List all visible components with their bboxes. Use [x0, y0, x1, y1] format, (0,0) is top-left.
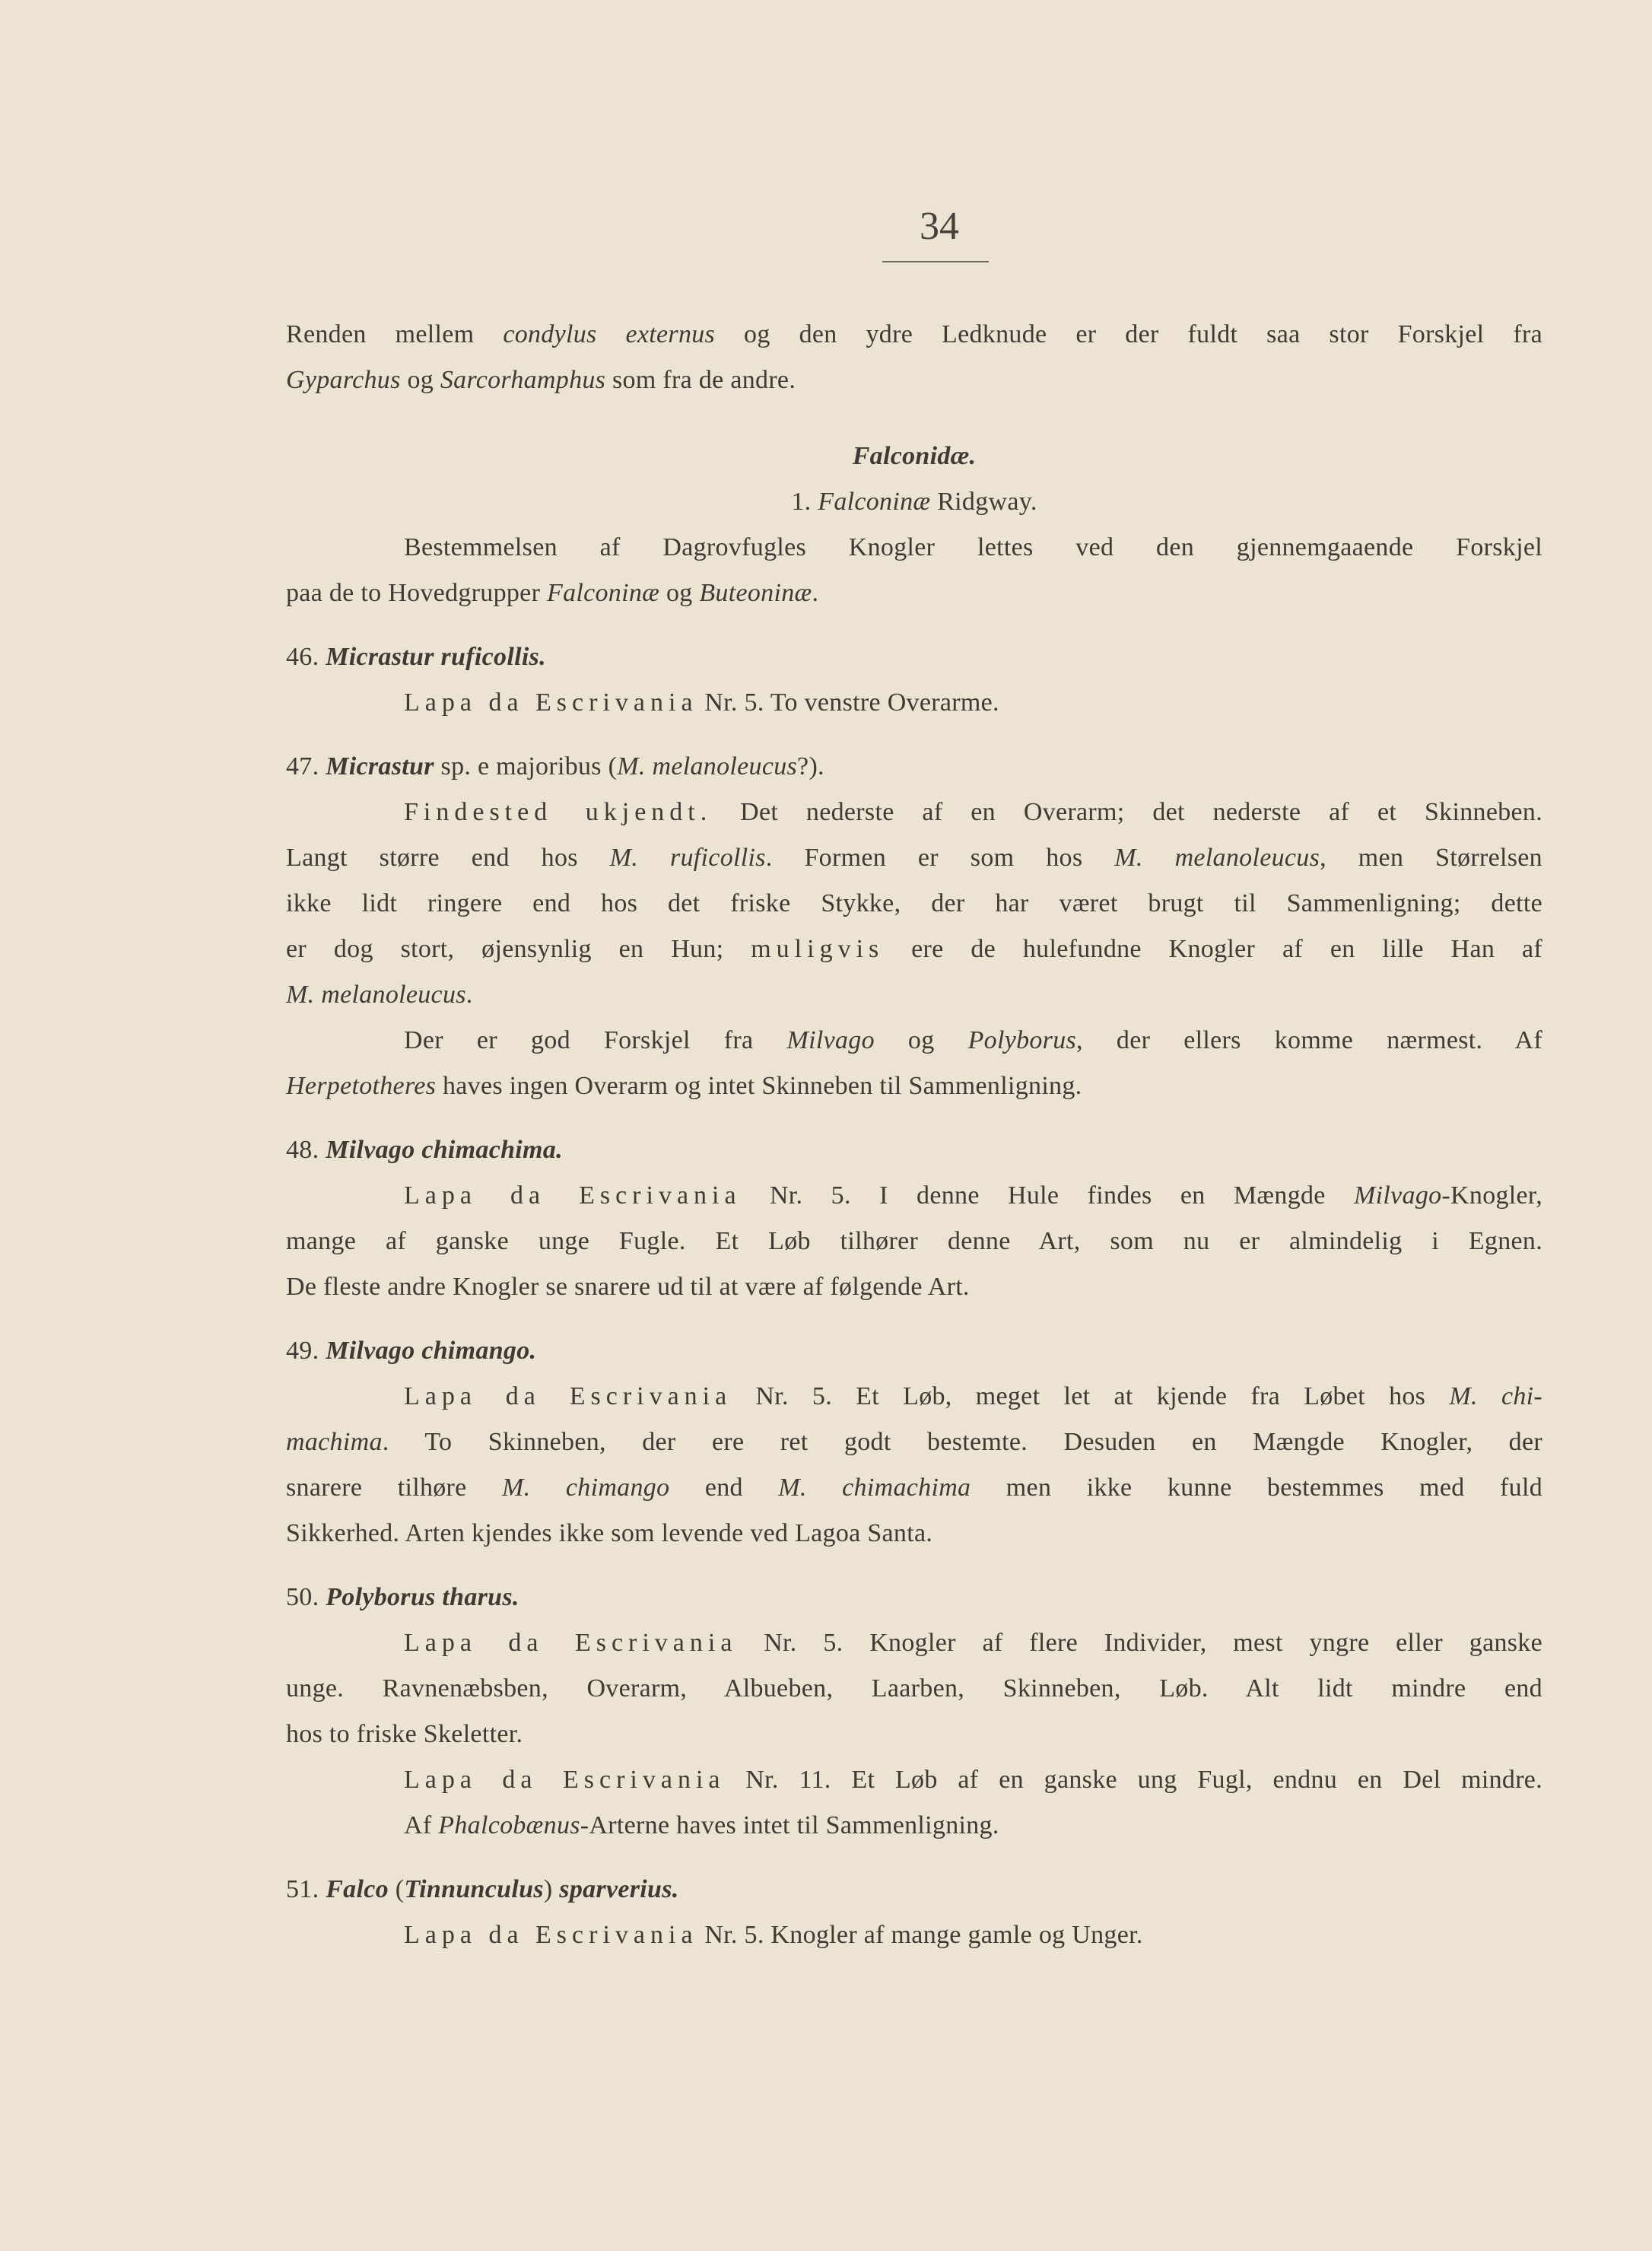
text-segment: 49.	[286, 1337, 326, 1365]
text-segment: Lapa da Escrivania	[404, 1382, 732, 1410]
text-segment: ?).	[797, 752, 824, 781]
text-segment: 46.	[286, 643, 326, 671]
text-segment: Buteoninæ	[699, 579, 812, 607]
text-segment: )	[543, 1875, 560, 1903]
text-segment: sp. e majoribus (	[434, 752, 618, 781]
text-segment: Nr. 5. Et Løb, meget let at kjende fra Løbet hos	[732, 1382, 1450, 1410]
text-line	[286, 1264, 1542, 1310]
text-line	[286, 1420, 1542, 1465]
text-segment: M. chimango	[502, 1474, 670, 1502]
text-line	[286, 312, 1542, 358]
locality-line	[286, 1912, 1542, 1958]
text-segment: , der ellers komme nærmest. Af	[1076, 1026, 1542, 1054]
text-segment: machima	[286, 1428, 383, 1456]
text-line	[286, 927, 1542, 972]
locality-line	[286, 680, 1542, 726]
text-segment: Falconinæ	[547, 579, 660, 607]
text-segment: . Formen er som hos	[765, 844, 1115, 872]
text-segment: Nr. 5. I denne Hule findes en Mængde	[741, 1181, 1355, 1210]
text-segment: Bestemmelsen af Dagrovfugles Knogler lettes ved den gjennemgaaende Forskjel	[404, 533, 1542, 561]
text-segment: og	[400, 366, 440, 394]
text-segment: paa de to Hovedgrupper	[286, 579, 547, 607]
text-segment: Gyparchus	[286, 366, 401, 394]
body-text	[286, 312, 1542, 1958]
text-line	[286, 525, 1542, 571]
text-segment: Falco	[326, 1875, 389, 1903]
text-segment: 1.	[791, 488, 818, 516]
text-segment: 47.	[286, 752, 326, 781]
text-segment: 51.	[286, 1875, 326, 1903]
text-segment: .	[812, 579, 819, 607]
text-segment: Polyborus	[967, 1026, 1077, 1054]
text-segment: mange af ganske unge Fugle. Et Løb tilhører denne Art, som nu er almindelig i Egnen.	[286, 1227, 1542, 1255]
text-segment: Milvago	[786, 1026, 875, 1054]
text-segment: haves ingen Overarm og intet Skinneben til Sammenligning.	[436, 1072, 1082, 1100]
text-segment: -Arterne haves intet til Sammenligning.	[580, 1811, 999, 1839]
text-segment: muligvis	[751, 935, 885, 963]
species-heading	[286, 1867, 1542, 1912]
subfamily-heading	[286, 479, 1542, 525]
text-line	[286, 571, 1542, 616]
text-line	[286, 972, 1542, 1018]
text-line	[286, 835, 1542, 881]
text-segment: Nr. 5. Knogler af mange gamle og Unger.	[697, 1921, 1143, 1949]
text-segment: Herpetotheres	[286, 1072, 437, 1100]
text-segment: Lapa da Escrivania	[404, 1629, 738, 1657]
text-segment: sparverius.	[559, 1875, 679, 1903]
text-segment: men ikke kunne bestemmes med fuld	[971, 1474, 1543, 1502]
text-segment: Tinnunculus	[404, 1875, 544, 1903]
text-segment: Lapa da Escrivania	[404, 1921, 698, 1949]
text-segment: Micrastur ruficollis.	[326, 643, 546, 671]
locality-line	[286, 1757, 1542, 1803]
text-segment: , men Størrelsen	[1320, 844, 1542, 872]
text-segment: De fleste andre Knogler se snarere ud til at være af følgende Art.	[286, 1273, 970, 1301]
text-line	[286, 358, 1542, 403]
text-segment: condylus externus	[503, 320, 716, 348]
text-segment: Ridgway.	[930, 488, 1037, 516]
text-segment: Det nederste af en Overarm; det nederste af et Skinneben.	[712, 798, 1542, 826]
text-segment: hos to friske Skeletter.	[286, 1720, 523, 1748]
text-segment: snarere tilhøre	[286, 1474, 503, 1502]
species-heading	[286, 744, 1542, 790]
text-segment: Milvago	[1354, 1181, 1442, 1210]
text-segment: M. chi-	[1449, 1382, 1543, 1410]
text-segment: ere de hulefundne Knogler af en lille Han af	[884, 935, 1542, 963]
text-segment: .	[465, 981, 473, 1009]
text-segment: Langt større end hos	[286, 844, 610, 872]
species-heading	[286, 634, 1542, 680]
text-segment: Lapa da Escrivania	[404, 688, 698, 717]
page-number: 34	[920, 205, 959, 248]
text-segment: Nr. 11. Et Løb af en ganske ung Fugl, endnu en Del mindre.	[725, 1766, 1543, 1794]
text-segment: . To Skinneben, der ere ret godt bestemte. Desuden en Mængde Knogler, der	[382, 1428, 1542, 1456]
text-segment: Polyborus tharus.	[326, 1583, 519, 1611]
text-segment: Falconidæ.	[852, 442, 977, 470]
text-segment: Lapa da Escrivania	[404, 1181, 742, 1210]
text-segment: M. melanoleucus	[617, 752, 798, 781]
text-segment: M. ruficollis	[609, 844, 766, 872]
text-line	[286, 1511, 1542, 1556]
family-heading	[286, 434, 1542, 479]
text-segment: unge. Ravnenæbsben, Overarm, Albueben, Laarben, Skinneben, Løb. Alt lidt mindre end	[286, 1674, 1542, 1703]
text-segment: Micrastur	[326, 752, 434, 781]
text-segment: -Knogler,	[1441, 1181, 1542, 1210]
text-segment: og	[874, 1026, 968, 1054]
text-line	[286, 1666, 1542, 1712]
locality-line	[286, 1374, 1542, 1420]
text-line	[286, 1803, 1542, 1849]
text-segment: 48.	[286, 1136, 326, 1164]
text-line	[286, 1064, 1542, 1109]
text-segment: og	[659, 579, 700, 607]
locality-line	[286, 790, 1542, 835]
text-segment: som fra de andre.	[605, 366, 796, 394]
text-line	[286, 881, 1542, 927]
text-segment: er dog stort, øjensynlig en Hun;	[286, 935, 751, 963]
text-segment: Phalcobænus	[438, 1811, 580, 1839]
text-segment: Findested ukjendt.	[404, 798, 713, 826]
text-segment: M. melanoleucus	[1114, 844, 1320, 872]
text-line	[286, 1018, 1542, 1064]
text-segment: M. melanoleucus	[286, 981, 466, 1009]
text-segment: ikke lidt ringere end hos det friske Stykke, der har været brugt til Sammenligning; dette	[286, 889, 1542, 917]
text-segment: Milvago chimachima.	[326, 1136, 563, 1164]
text-segment: Lapa da Escrivania	[404, 1766, 726, 1794]
text-segment: Der er god Forskjel fra	[404, 1026, 787, 1054]
text-segment: Nr. 5. Knogler af flere Individer, mest yngre eller ganske	[737, 1629, 1542, 1657]
text-segment: end	[669, 1474, 779, 1502]
text-segment: Nr. 5. To venstre Overarme.	[697, 688, 999, 717]
page-number-rule	[882, 261, 989, 262]
species-heading	[286, 1328, 1542, 1374]
text-segment: M. chimachima	[778, 1474, 971, 1502]
text-line	[286, 1712, 1542, 1757]
text-segment: 50.	[286, 1583, 326, 1611]
text-line	[286, 1219, 1542, 1264]
species-heading	[286, 1127, 1542, 1173]
text-segment: Sikkerhed. Arten kjendes ikke som levende ved Lagoa Santa.	[286, 1519, 933, 1547]
text-segment: (	[388, 1875, 405, 1903]
locality-line	[286, 1620, 1542, 1666]
text-line	[286, 1465, 1542, 1511]
text-segment: Sarcorhamphus	[440, 366, 606, 394]
text-segment: Af	[404, 1811, 439, 1839]
text-segment: Milvago chimango.	[326, 1337, 537, 1365]
locality-line	[286, 1173, 1542, 1219]
text-segment: Falconinæ	[818, 488, 931, 516]
text-segment: Renden mellem	[286, 320, 504, 348]
species-heading	[286, 1575, 1542, 1620]
text-segment: og den ydre Ledknude er der fuldt saa stor Forskjel fra	[715, 320, 1542, 348]
